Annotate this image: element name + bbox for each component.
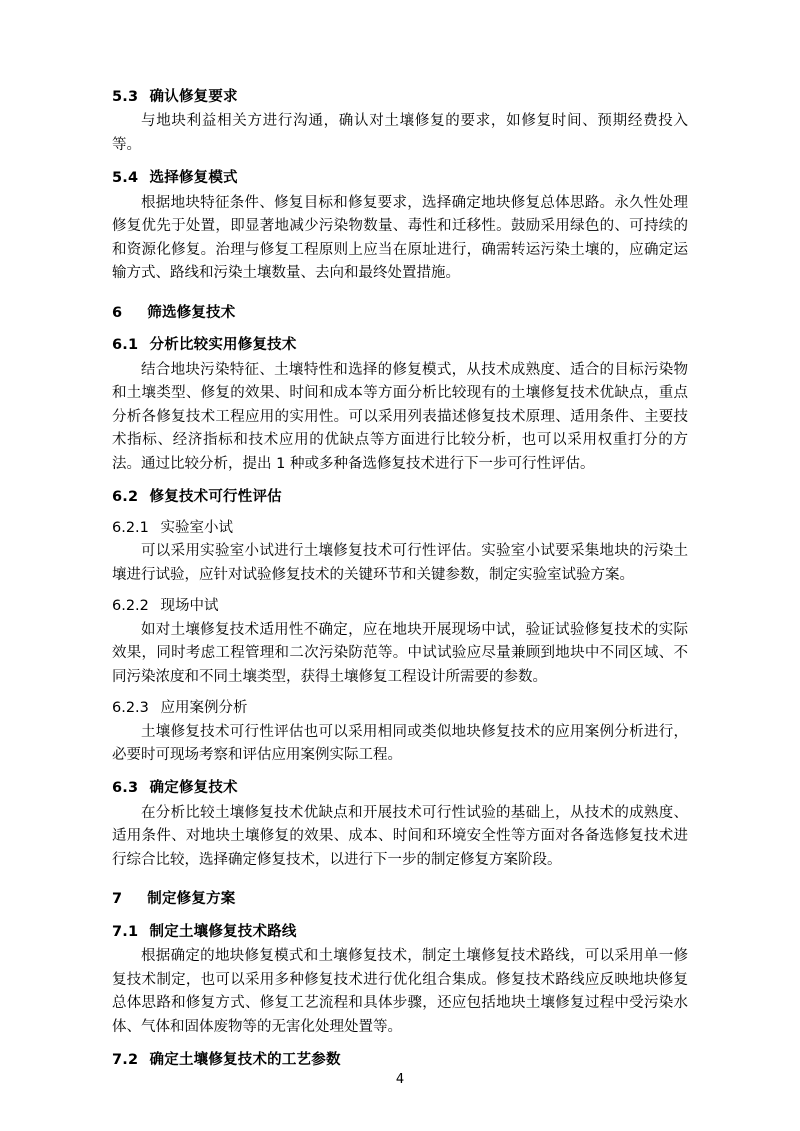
paragraph: 如对土壤修复技术适用性不确定，应在地块开展现场中试，验证试验修复技术的实际效果，同时考虑工程管理和二次污染防范等。中试试验应尽量兼顾到地块中不同区域、不同污染浓度和不同土壤类型，获得土壤修复工程设计所需要的参数。	[112, 621, 688, 685]
paragraph: 结合地块污染特征、土壤特性和选择的修复模式，从技术成熟度、适合的目标污染物和土壤类型、修复的效果、时间和成本等方面分析比较现有的土壤修复技术优缺点，重点分析各修复技术工程应用的实用性。可以采用列表描述修复技术原理、适用条件、主要技术指标、经济指标和技术应用的优缺点等方面进行比较分析，也可以采用权重打分的方法。通过比较分析，提出 1 种或多种备选修复技术进行下一步可行性评估。	[112, 361, 688, 472]
section-number: 5.4	[112, 170, 139, 187]
section-number: 6.2.1	[112, 519, 149, 536]
section-number: 5.3	[112, 89, 139, 105]
section-heading-6-2-1	[112, 517, 688, 539]
paragraph: 根据地块特征条件、修复目标和修复要求，选择确定地块修复总体思路。永久性处理修复优先于处置，即显著地减少污染物数量、毒性和迁移性。鼓励采用绿色的、可持续的和资源化修复。治理与修复工程原则上应当在原址进行，确需转运污染土壤的，应确定运输方式、路线和污染土壤数量、去向和最终处置措施。	[112, 194, 688, 282]
section-title: 确定修复技术	[149, 780, 238, 797]
section-title: 分析比较实用修复技术	[149, 337, 297, 354]
section-title: 确定土壤修复技术的工艺参数	[149, 1052, 341, 1069]
section-title: 制定修复方案	[147, 891, 236, 908]
section-title: 确认修复要求	[149, 89, 238, 105]
section-title: 现场中试	[160, 598, 219, 615]
section-number: 6.2	[112, 489, 139, 506]
paragraph: 与地块利益相关方进行沟通，确认对土壤修复的要求，如修复时间、预期经费投入等。	[112, 113, 688, 153]
section-title: 选择修复模式	[149, 170, 238, 187]
section-title: 应用案例分析	[160, 700, 248, 717]
section-number: 6.2.3	[112, 700, 149, 717]
document-body	[112, 76, 688, 1074]
section-heading-6	[112, 302, 688, 324]
paragraph: 土壤修复技术可行性评估也可以采用相同或类似地块修复技术的应用案例分析进行，必要时可现场考察和评估应用案例实际工程。	[112, 723, 688, 763]
section-heading-5-4	[112, 167, 688, 189]
paragraph: 在分析比较土壤修复技术优缺点和开展技术可行性试验的基础上，从技术的成熟度、适用条件、对地块土壤修复的效果、成本、时间和环境安全性等方面对各备选修复技术进行综合比较，选择确定修复技术，以进行下一步的制定修复方案阶段。	[112, 804, 688, 868]
paragraph: 根据确定的地块修复模式和土壤修复技术，制定土壤修复技术路线，可以采用单一修复技术制定，也可以采用多种修复技术进行优化组合集成。修复技术路线应反映地块修复总体思路和修复方式、修复工艺流程和具体步骤，还应包括地块土壤修复过程中受污染水体、气体和固体废物等的无害化处理处置等。	[112, 948, 688, 1035]
section-title: 制定土壤修复技术路线	[149, 923, 297, 940]
section-number: 6	[112, 304, 123, 321]
section-heading-7-2	[112, 1049, 688, 1071]
section-number: 6.1	[112, 337, 139, 354]
paragraph: 可以采用实验室小试进行土壤修复技术可行性评估。实验室小试要采集地块的污染土壤进行试验，应针对试验修复技术的关键环节和关键参数，制定实验室试验方案。	[112, 543, 688, 583]
section-heading-5-3	[112, 86, 688, 108]
section-title: 实验室小试	[160, 519, 234, 536]
section-number: 7.2	[112, 1052, 139, 1069]
section-heading-6-1	[112, 334, 688, 356]
section-heading-6-2	[112, 486, 688, 508]
section-number: 7.1	[112, 923, 139, 940]
section-number: 7	[112, 891, 123, 908]
section-heading-6-3	[112, 777, 688, 799]
section-title: 筛选修复技术	[147, 304, 236, 321]
section-heading-7-1	[112, 921, 688, 943]
section-heading-7	[112, 888, 688, 910]
section-heading-6-2-3	[112, 697, 688, 719]
page-number: 4	[395, 1072, 405, 1087]
section-number: 6.2.2	[112, 598, 149, 615]
section-number: 6.3	[112, 780, 139, 797]
section-title: 修复技术可行性评估	[149, 489, 282, 506]
section-heading-6-2-2	[112, 595, 688, 617]
